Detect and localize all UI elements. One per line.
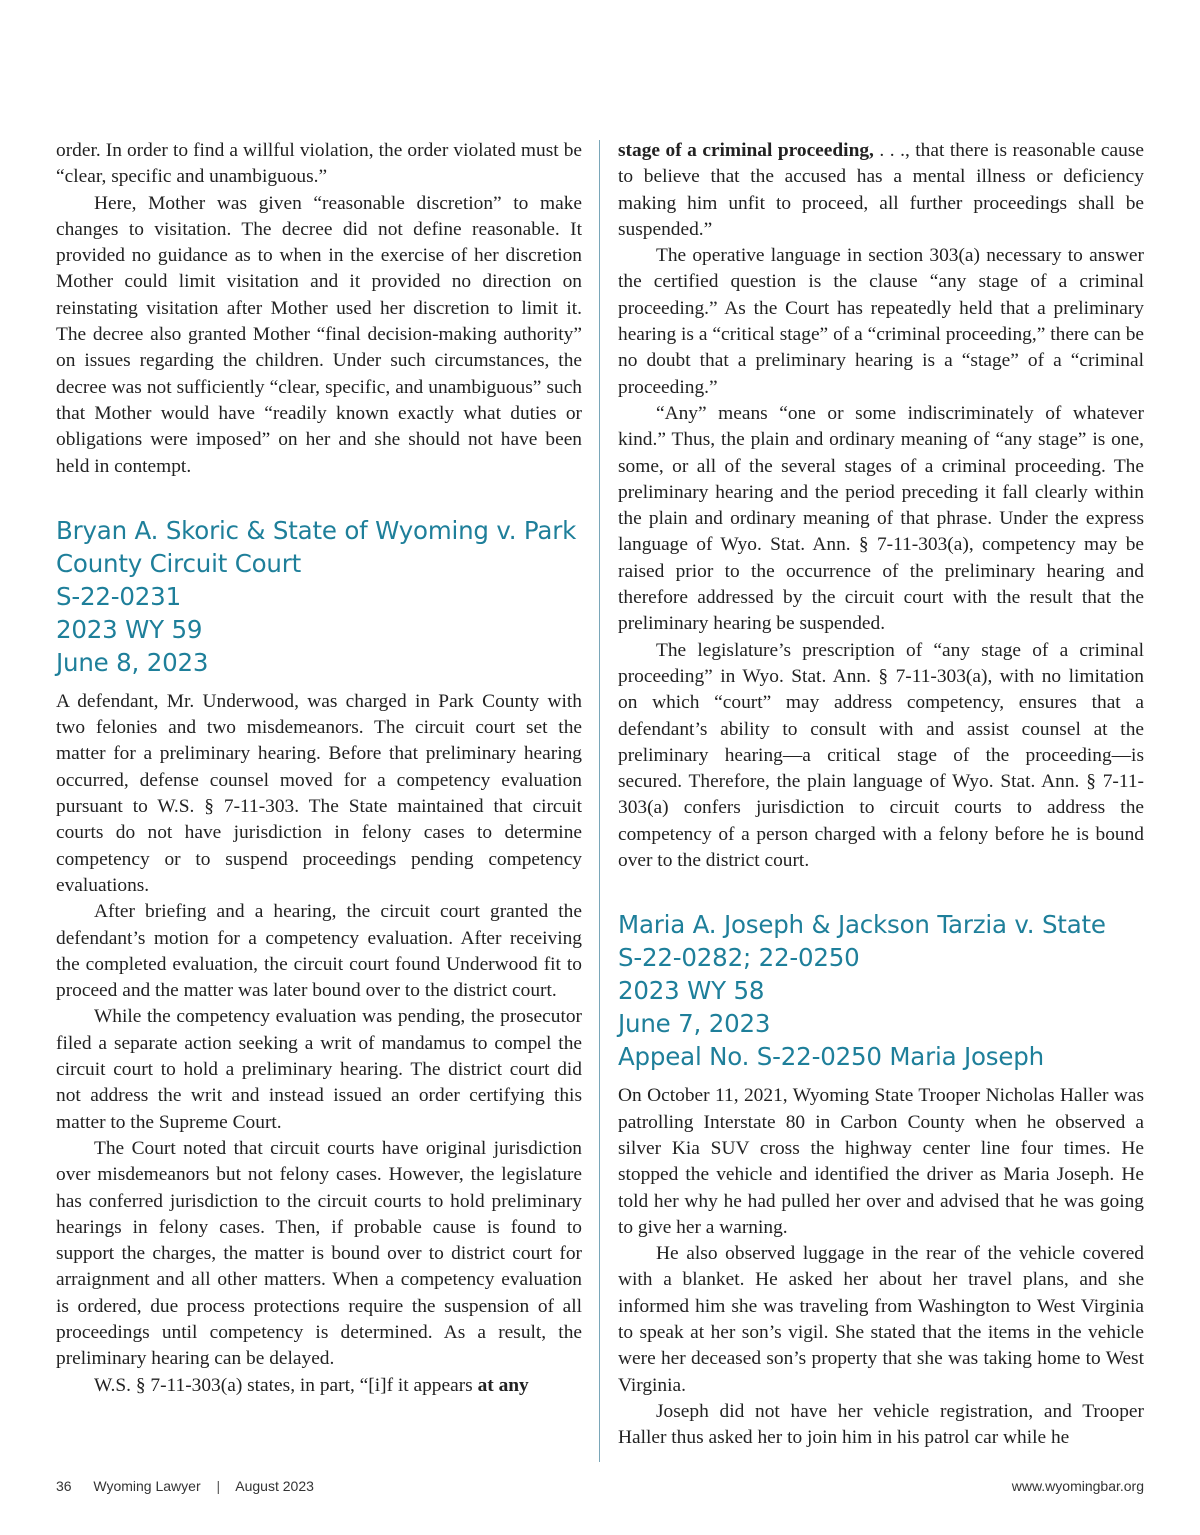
paragraph: Here, Mother was given “reasonable discretion” to make changes to visitation. The decree did not define reasonable. It provided no guidance as to when in the exercise of her discretion Mother could limit visitation and it provided no direction on reinstating visitation after Mother used her discretion to limit it. The decree also granted Mother “final decision-making authority” on issues regarding the children. Under such circumstances, the decree was not sufficiently “clear, specific, and unambiguous” such that Mother would have “readily known exactly what duties or obligations were imposed” on her and she should not have been held in contempt. [56, 192, 582, 477]
bold-text: stage of a criminal proceeding, [618, 140, 874, 161]
column-divider [599, 140, 600, 1462]
paragraph: The operative language in section 303(a) necessary to answer the certified question is the clause “any stage of a criminal proceeding.” As the Court has repeatedly held that a preliminary hearing is a “critical stage” of a “criminal proceeding,” there can be no doubt that a preliminary hearing is a “stage” of a “criminal proceeding.” [618, 245, 1144, 398]
case-docket: S-22-0231 [56, 581, 181, 611]
paragraph: After briefing and a hearing, the circuit court granted the defendant’s motion for a competency evaluation. After receiving the completed evaluation, the circuit court found Underwood fit to proceed and the matter was later bound over to the district court. [56, 901, 582, 1002]
paragraph-text: W.S. § 7-11-303(a) states, in part, “[i]f it appears [94, 1374, 478, 1396]
paragraph: The legislature’s prescription of “any stage of a criminal proceeding” in Wyo. Stat. Ann. § 7-11-303(a), with no limitation on which “court” may address competency, ensures that a defendant’s ability to consult with and assist counsel at the preliminary hearing—a critical stage of the proceeding—is secured. Therefore, the plain language of Wyo. Stat. Ann. § 7-11-303(a) confers jurisdiction to circuit courts to address the competency of a person charged with a felony before he is bound over to the district court. [618, 639, 1144, 872]
case-date: June 7, 2023 [618, 1009, 771, 1039]
appeal-heading: Appeal No. S-22-0250 Maria Joseph [618, 1042, 1044, 1072]
website-link[interactable]: www.wyomingbar.org [1011, 1478, 1144, 1494]
case-citation: 2023 WY 59 [56, 614, 203, 644]
case-docket: S-22-0282; 22-0250 [618, 943, 860, 973]
paragraph: He also observed luggage in the rear of the vehicle covered with a blanket. He asked her about her travel plans, and she informed him she was traveling from Washington to West Virginia to speak at her son’s vigil. She stated that the items in the vehicle were her deceased son’s property that she was taking home to West Virginia. [618, 1243, 1144, 1396]
issue-date: August 2023 [235, 1478, 314, 1494]
case-heading [56, 514, 582, 679]
paragraph [56, 1373, 582, 1399]
left-column [56, 138, 582, 1399]
right-column [618, 138, 1144, 1451]
paragraph: order. In order to find a willful violation, the order violated must be “clear, specific and unambiguous.” [56, 140, 582, 188]
case-heading [618, 908, 1144, 1073]
case-title: Bryan A. Skoric & State of Wyoming v. Park County Circuit Court [56, 515, 577, 578]
case-citation: 2023 WY 58 [618, 976, 765, 1006]
footer-separator: | [216, 1478, 221, 1494]
publication-name: Wyoming Lawyer [93, 1478, 201, 1494]
case-title: Maria A. Joseph & Jackson Tarzia v. State [618, 910, 1106, 940]
paragraph [618, 138, 1144, 243]
page-number: 36 [56, 1478, 72, 1494]
paragraph: On October 11, 2021, Wyoming State Trooper Nicholas Haller was patrolling Interstate 80 in Carbon County when he observed a silver Kia SUV cross the highway center line four times. He stopped the vehicle and identified the driver as Maria Joseph. He told her why he had pulled her over and advised that he was going to give her a warning. [618, 1085, 1144, 1238]
paragraph: Joseph did not have her vehicle registration, and Trooper Haller thus asked her to join him in his patrol car while he [618, 1400, 1144, 1449]
case-date: June 8, 2023 [56, 647, 209, 677]
paragraph: “Any” means “one or some indiscriminately of whatever kind.” Thus, the plain and ordinary meaning of “any stage” is one, some, or all of the several stages of a criminal proceeding. The preliminary hearing and the period preceding it fall clearly within the plain and ordinary meaning of that phrase. Under the express language of Wyo. Stat. Ann. § 7-11-303(a), competency may be raised prior to the occurrence of the preliminary hearing and therefore addressed by the circuit court with the result that the preliminary hearing be suspended. [618, 402, 1144, 635]
paragraph: While the competency evaluation was pending, the prosecutor filed a separate action seeking a writ of mandamus to compel the circuit court to hold a preliminary hearing. The district court did not address the writ and instead issued an order certifying this matter to the Supreme Court. [56, 1006, 582, 1133]
footer-left [56, 1478, 314, 1494]
paragraph-text: . . ., that there is reasonable cause to believe that the accused has a mental illness or deficiency making him unfit to proceed, all further proceedings shall be suspended.” [618, 140, 1144, 240]
paragraph: A defendant, Mr. Underwood, was charged in Park County with two felonies and two misdemeanors. The circuit court set the matter for a preliminary hearing. Before that preliminary hearing occurred, defense counsel moved for a competency evaluation pursuant to W.S. § 7-11-303. The State maintained that circuit courts do not have jurisdiction in felony cases to determine competency or to suspend proceedings pending competency evaluations. [56, 690, 582, 896]
bold-text: at any [477, 1374, 529, 1396]
paragraph: The Court noted that circuit courts have original jurisdiction over misdemeanors but not felony cases. However, the legislature has conferred jurisdiction to the circuit courts to hold preliminary hearings in felony cases. Then, if probable cause is found to support the charges, the matter is bound over to district court for arraignment and all other matters. When a competency evaluation is ordered, due process protections require the suspension of all proceedings until competency is determined. As a result, the preliminary hearing can be delayed. [56, 1137, 582, 1370]
